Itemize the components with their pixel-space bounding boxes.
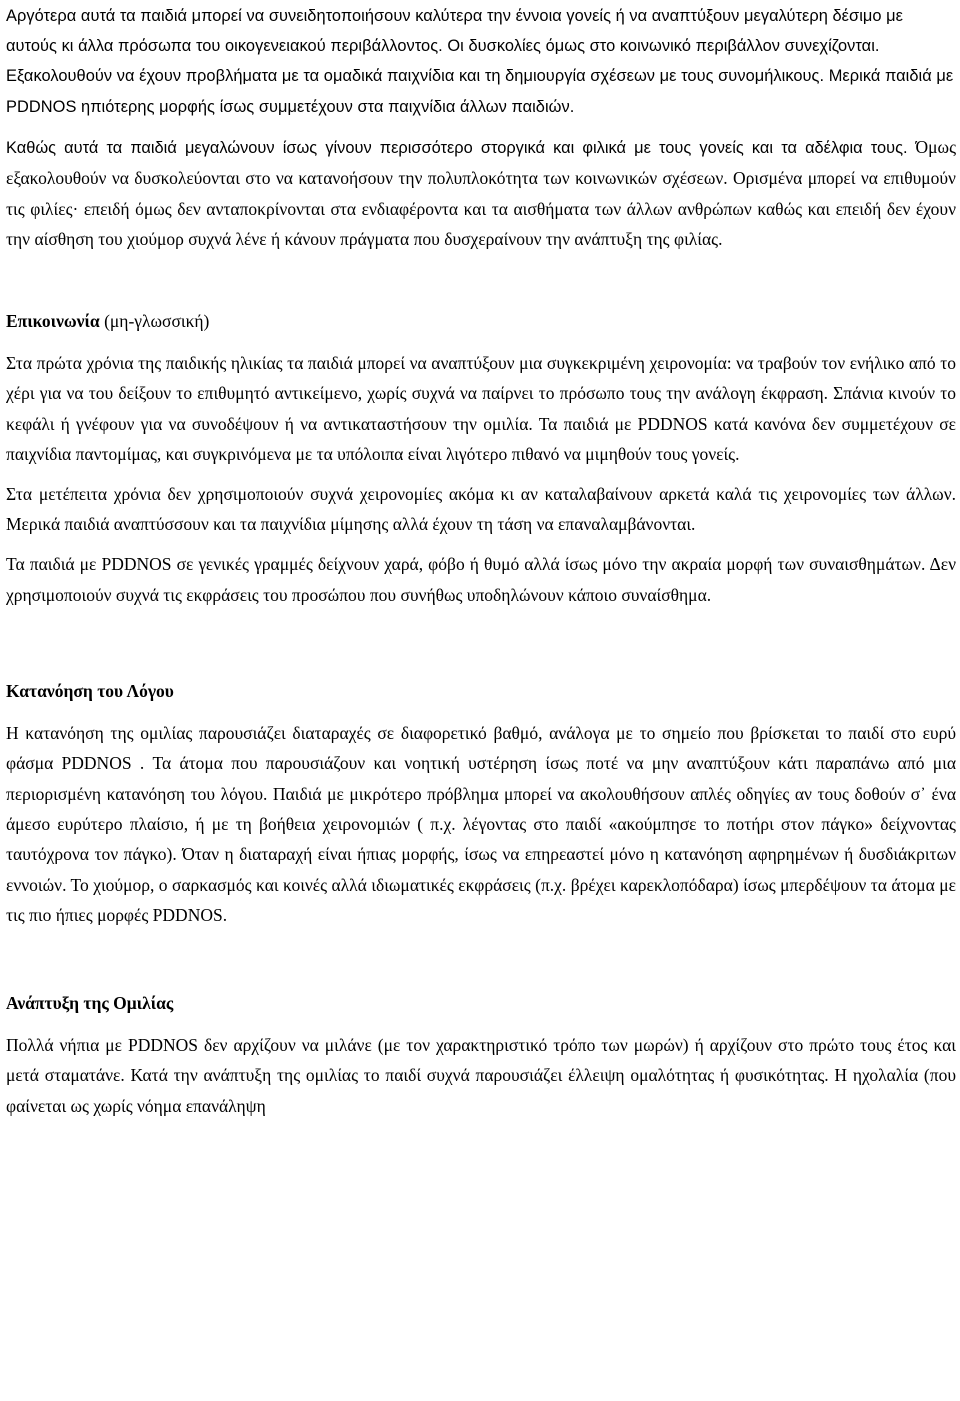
- heading-text: Ανάπτυξη της Ομιλίας: [6, 993, 174, 1014]
- section-gap: [6, 940, 956, 988]
- heading-communication: [6, 306, 956, 336]
- paragraph-communication-early: [6, 348, 956, 470]
- paragraph-text: Η κατανόηση της ομιλίας παρουσιάζει διαταραχές σε διαφορετικό βαθμό, ανάλογα με το σημείο που βρίσκεται το παιδί στο ευρύ φάσμα PDDNOS . Τα άτομα που παρουσιάζουν και νοητική υστέρηση ίσως ποτέ να μην αναπτύξουν κάτι παραπάνω από μια περιορισμένη κατανόηση του λόγου. Παιδιά με μικρότερο πρόβλημα μπορεί να ακολουθήσουν απλές οδηγίες αν τους δοθούν σ᾽ ένα άμεσο ευρύτερο πλαίσιο, ή με τη βοήθεια χειρονομιών ( π.χ. λέγοντας στο παιδί «ακούμπησε το ποτήρι στον πάγκο» δείχνοντας ταυτόχρονα τον πάγκο). Όταν η διαταραχή είναι ήπιας μορφής, ίσως να επηρεαστεί μόνο η κατανόηση αφηρημένων ή δυσδιάκριτων εννοιών. Το χιούμορ, ο σαρκασμός και κοινές αλλά ιδιωματικές εκφράσεις (π.χ. βρέχει καρεκλοπόδαρα) ίσως μπερδέψουν τα άτομα με τις πιο ήπιες μορφές PDDNOS.: [6, 722, 956, 926]
- paragraph-text: Αργότερα αυτά τα παιδιά μπορεί να συνειδητοποιήσουν καλύτερα την έννοια γονείς ή να αναπτύξουν μεγαλύτερη δέσιμο με αυτούς κι άλλα πρόσωπα του οικογενειακού περιβάλλοντος. Οι δυσκολίες όμως στο κοινωνικό περιβάλλον συνεχίζονται. Εξακολουθούν να έχουν προβλήματα με τα ομαδικά παιχνίδια και τη δημιουργία σχέσεων με τους συνομήλικους. Μερικά παιδιά με PDDNOS ηπιότερης μορφής ίσως συμμετέχουν στα παιχνίδια άλλων παιδιών.: [6, 7, 954, 116]
- heading-speech-development: [6, 988, 956, 1018]
- heading-text: Κατανόηση του Λόγου: [6, 680, 174, 701]
- paragraph-social-growing: [6, 132, 956, 255]
- document-page: [6, 0, 956, 1131]
- heading-comprehension: [6, 676, 956, 706]
- section-gap: [6, 264, 956, 306]
- paragraph-communication-emotions: [6, 549, 956, 610]
- paragraph-text: Στα μετέπειτα χρόνια δεν χρησιμοποιούν συχνά χειρονομίες ακόμα κι αν καταλαβαίνουν αρκετά καλά τις χειρονομίες των άλλων. Μερικά παιδιά αναπτύσσουν και τα παιχνίδια μίμησης αλλά έχουν τη τάση να επαναλαμβάνονται.: [6, 484, 956, 535]
- paragraph-segment: Ορισμένα μπορεί να επιθυμούν τις φιλίες· επειδή όμως δεν ανταποκρίνονται στα ενδιαφέροντα και τα αισθήματα των άλλων ανθρώπων καθώς και επειδή δεν έχουν την αίσθηση του χιούμορ συχνά λένε ή κάνουν πράγματα που δυσχεραίνουν την ανάπτυξη της φιλίας.: [6, 168, 956, 250]
- paragraph-text: Πολλά νήπια με PDDNOS δεν αρχίζουν να μιλάνε (με τον χαρακτηριστικό τρόπο των μωρών) ή αρχίζουν στο πρώτο τους έτος και μετά σταματάνε. Κατά την ανάπτυξη της ομιλίας το παιδί συχνά παρουσιάζει έλλειψη ομαλότητας ή φυσικότητας. Η ηχολαλία (που φαίνεται ως χωρίς νόημα επανάληψη: [6, 1035, 956, 1116]
- paragraph-speech-development: [6, 1030, 956, 1121]
- paragraph-comprehension: [6, 718, 956, 931]
- paragraph-text: Τα παιδιά με PDDNOS σε γενικές γραμμές δείχνουν χαρά, φόβο ή θυμό αλλά ίσως μόνο την ακραία μορφή των συναισθημάτων. Δεν χρησιμοποιούν συχνά τις εκφράσεις του προσώπου που συνήθως υποδηλώνουν κάποιο συναίσθημα.: [6, 554, 956, 605]
- heading-bold-text: Επικοινωνία: [6, 310, 100, 331]
- paragraph-text: Στα πρώτα χρόνια της παιδικής ηλικίας τα παιδιά μπορεί να αναπτύξουν μια συγκεκριμένη χειρονομία: να τραβούν τον ενήλικο από το χέρι για να του δείξουν το επιθυμητό αντικείμενο, χωρίς συχνά να παίρνει το πρόσωπο τους την ανάλογη έκφραση. Σπάνια κινούν το κεφάλι ή γνέφουν για να συνοδέψουν ή να αντικαταστήσουν την ομιλία. Τα παιδιά με PDDNOS κατά κανόνα δεν συμμετέχουν σε παιχνίδια παντομίμας, και συγκρινόμενα με τα υπόλοιπα είναι λιγότερο πιθανό να μιμηθούν τους γονείς.: [6, 352, 956, 465]
- paragraph-social-later: [6, 0, 956, 122]
- paragraph-segment: Όμως εξακολουθούν να δυσκολεύονται στο να κατανοήσουν την πολυπλοκότητα των κοινωνικών σχέσεων.: [6, 136, 957, 189]
- paragraph-segment: Καθώς αυτά τα παιδιά μεγαλώνουν ίσως γίνουν περισσότερο στοργικά και φιλικά με τους γονείς και τα αδέλφια τους.: [6, 138, 908, 157]
- paragraph-communication-later: [6, 479, 956, 540]
- section-gap: [6, 620, 956, 676]
- heading-normal-text: (μη-γλωσσική): [99, 310, 210, 331]
